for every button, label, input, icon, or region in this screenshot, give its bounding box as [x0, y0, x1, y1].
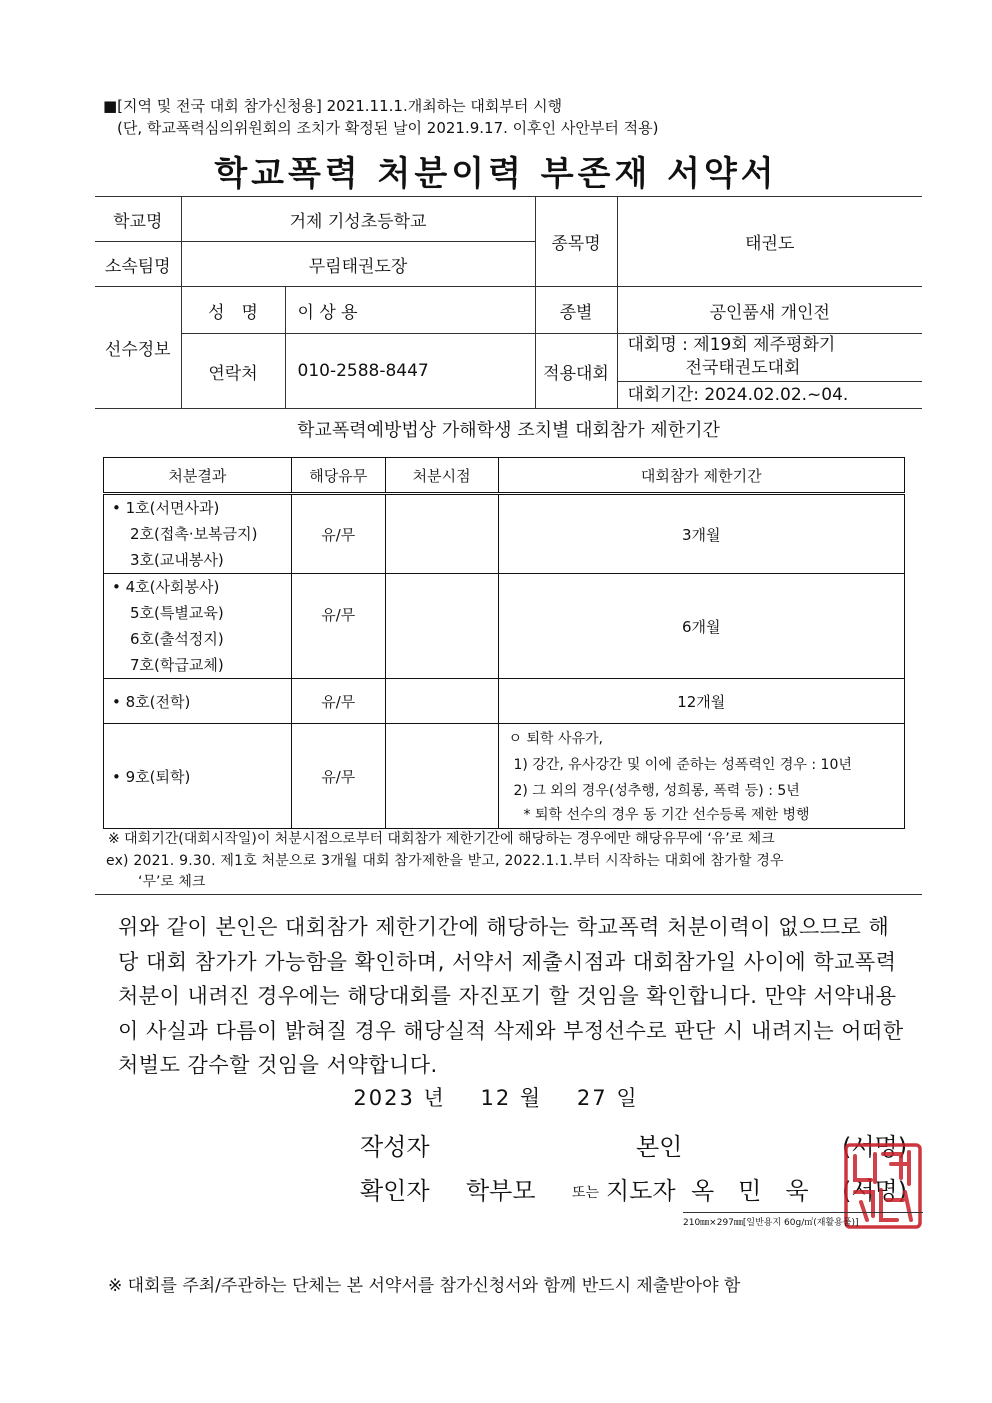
school-label: 학교명 [95, 197, 181, 242]
notice-line-1: ■[지역 및 전국 대회 참가신청용] 2021.11.1.개최하는 대회부터 시행 [103, 97, 563, 115]
event-value: 공인품새 개인전 [617, 287, 922, 334]
list-item: 5호(특별교육) [130, 604, 224, 622]
applicable-value: 유/무 [291, 679, 385, 724]
list-item: • 1호(서면사과) [112, 499, 220, 517]
date-day-unit: 일 [616, 1086, 639, 1110]
notice-line-2: (단, 학교폭력심의위원회의 조치가 확정된 날이 2021.9.17. 이후인 사안부터 적용) [117, 119, 659, 137]
restriction-period: 6개월 [498, 574, 904, 679]
event-label: 종별 [535, 287, 617, 334]
table-row [104, 724, 905, 829]
team-value: 무림태권도장 [181, 242, 535, 287]
pledge-date [0, 1082, 992, 1112]
disposition-date-cell [385, 724, 498, 829]
header-disposition-date: 처분시점 [385, 458, 498, 494]
table-row [104, 574, 905, 679]
name-label: 성 명 [181, 287, 285, 334]
date-month: 12 [480, 1086, 512, 1110]
note-line-2: ex) 2021. 9.30. 제1호 처분으로 3개월 대회 참가제한을 받고, 2022.1.1.부터 시작하는 대회에 참가할 경우 [106, 853, 784, 869]
author-sign: (서명) [842, 1133, 908, 1161]
coach-label: 지도자 [606, 1177, 676, 1205]
competition-period: 대회기간: 2024.02.02.~04. [627, 385, 849, 405]
pledge-text: 위와 같이 본인은 대회참가 제한기간에 해당하는 학교폭력 처분이력이 없으므로 해당 대회 참가가 가능함을 확인하며, 서약서 제출시점과 대회참가일 사이에 학교폭력 처분이 내려진 경우에는 해당대회를 자진포기 할 것임을 확인합니다. 만약 서약내용이 사실과 다름이 밝혀질 경우 해당실적 삭제와 부정선수로 판단 시 내려지는 어떠한 처벌도 감수할 것임을 서약합니다. [118, 915, 904, 1077]
sport-label: 종목명 [535, 197, 617, 287]
table-row [104, 679, 905, 724]
date-month-unit: 월 [519, 1086, 543, 1110]
coach-sign: (서명) [842, 1177, 908, 1205]
coach-name: 옥 민 욱 [691, 1177, 809, 1205]
disposition-date-cell [385, 574, 498, 679]
restriction-table [103, 457, 905, 829]
expulsion-period [498, 724, 904, 829]
applicable-value: 유/무 [291, 494, 385, 574]
author-value: 본인 [636, 1133, 683, 1161]
confirmer-label: 확인자 [360, 1177, 430, 1205]
date-day: 27 [576, 1086, 608, 1110]
contact-label: 연락처 [181, 334, 285, 409]
expulsion-line: 1) 강간, 유사강간 및 이에 준하는 성폭력인 경우 : 10년 [513, 757, 852, 773]
name-value: 이 상 용 [285, 287, 535, 334]
author-label: 작성자 [360, 1133, 430, 1161]
competition-name-line1: 대회명 : 제19회 제주평화기 [627, 335, 836, 355]
school-value: 거제 기성초등학교 [181, 197, 535, 242]
restriction-period: 12개월 [498, 679, 904, 724]
applicant-info-table [95, 196, 922, 409]
list-item: 2호(접촉·보복금지) [130, 525, 258, 543]
applicable-value: 유/무 [291, 574, 385, 679]
paper-spec: 210㎜×297㎜[일반용지 60g/㎡(재활용품)] [683, 1212, 923, 1228]
disposition-list [104, 494, 292, 574]
note-line-1: ※ 대회기간(대회시작일)이 처분시점으로부터 대회참가 제한기간에 해당하는 경우에만 해당유무에 ‘유’로 체크 [108, 831, 775, 847]
expulsion-line: * 퇴학 선수의 경우 동 기간 선수등록 제한 병행 [523, 807, 810, 823]
disposition-date-cell [385, 494, 498, 574]
note-line-3: ‘무’로 체크 [138, 874, 206, 890]
sport-value: 태권도 [617, 197, 922, 287]
page-title: 학교폭력 처분이력 부존재 서약서 [214, 154, 778, 194]
header-result: 처분결과 [104, 458, 292, 494]
parent-label: 학부모 [466, 1177, 536, 1205]
restriction-subtitle: 학교폭력예방법상 가해학생 조치별 대회참가 제한기간 [297, 420, 720, 441]
or-label: 또는 [572, 1185, 600, 1201]
list-item: 6호(출석정지) [130, 630, 224, 648]
list-item: 7호(학급교체) [130, 656, 224, 674]
disposition-date-cell [385, 679, 498, 724]
restriction-period: 3개월 [498, 494, 904, 574]
date-year-unit: 년 [423, 1086, 446, 1110]
team-label: 소속팀명 [95, 242, 181, 287]
player-info-label: 선수정보 [95, 287, 181, 409]
list-item: 3호(교내봉사) [130, 551, 224, 569]
expulsion-line: 2) 그 외의 경우(성추행, 성희롱, 폭력 등) : 5년 [513, 783, 800, 799]
contact-value: 010-2588-8447 [285, 334, 535, 409]
expulsion-line: ㅇ 퇴학 사유가, [508, 731, 604, 747]
header-restriction-period: 대회참가 제한기간 [498, 458, 904, 494]
competition-name-line2: 전국태권도대회 [685, 358, 801, 378]
footer-note: ※ 대회를 주최/주관하는 단체는 본 서약서를 참가신청서와 함께 반드시 제출받아야 함 [108, 1276, 741, 1296]
list-item: • 4호(사회봉사) [112, 578, 220, 596]
date-year: 2023 [353, 1086, 415, 1110]
divider [95, 894, 922, 895]
table-row [104, 494, 905, 574]
disposition-list [104, 574, 292, 679]
list-item: • 9호(퇴학) [104, 724, 292, 829]
competition-cell [617, 334, 922, 409]
apply-competition-label: 적용대회 [535, 334, 617, 409]
header-applicable: 해당유무 [291, 458, 385, 494]
applicable-value: 유/무 [291, 724, 385, 829]
list-item: • 8호(전학) [104, 679, 292, 724]
